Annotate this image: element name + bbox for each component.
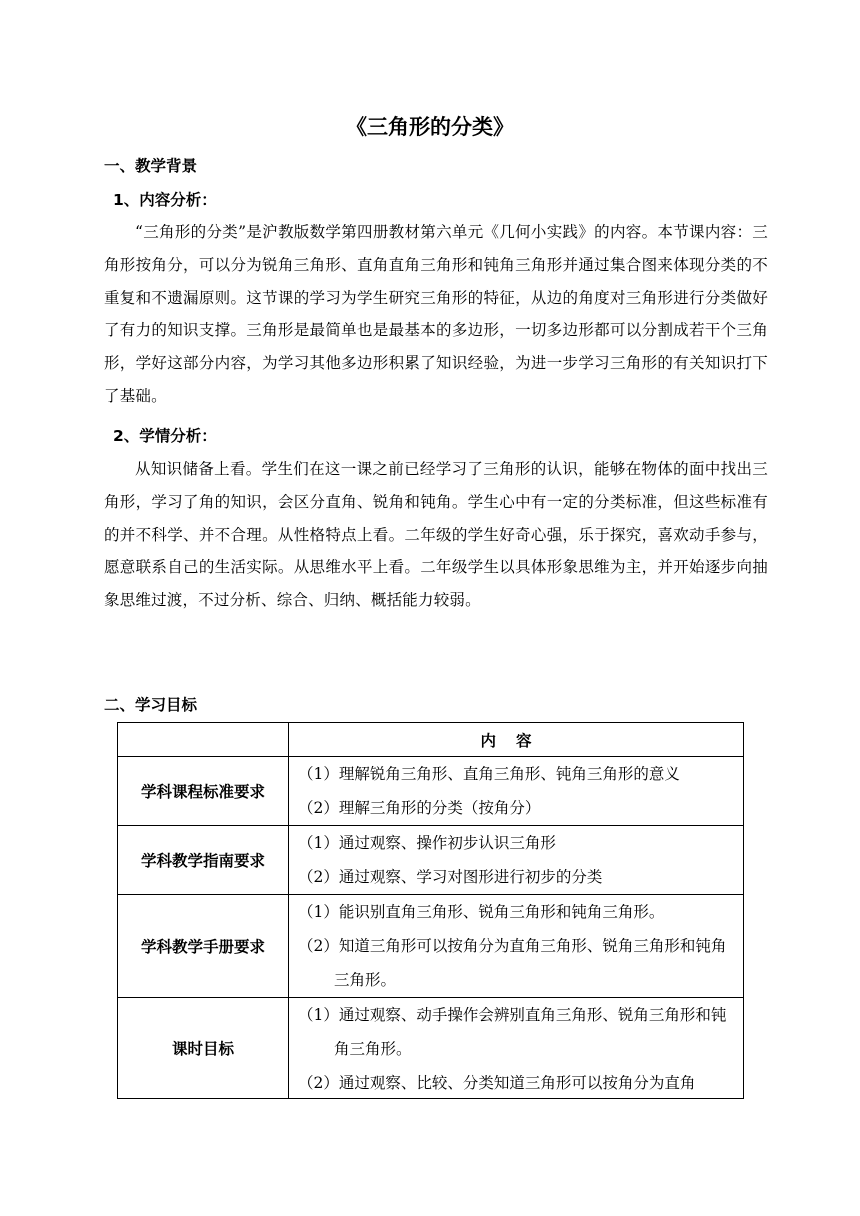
list-item: （1）通过观察、操作初步认识三角形 <box>298 834 556 852</box>
list-item: （1）通过观察、动手操作会辨别直角三角形、锐角三角形和钝角三角形。 <box>298 1006 727 1058</box>
row-content <box>289 757 744 826</box>
row-content <box>289 998 744 1099</box>
row-content <box>289 826 744 895</box>
row-label: 学科教学指南要求 <box>118 826 289 895</box>
table-header-empty-cell <box>118 723 289 757</box>
subheading-learner-analysis: 2、学情分析： <box>113 427 217 445</box>
table-header-row <box>118 723 744 757</box>
list-item: （2）通过观察、学习对图形进行初步的分类 <box>298 868 603 886</box>
list-item: （1）能识别直角三角形、锐角三角形和钝角三角形。 <box>298 903 665 921</box>
subheading-content-analysis: 1、内容分析： <box>113 191 217 209</box>
list-item: （2）理解三角形的分类（按角分） <box>298 799 541 817</box>
list-item: （2）通过观察、比较、分类知道三角形可以按角分为直角 <box>298 1074 696 1092</box>
table-row <box>118 826 744 895</box>
list-item: （1）理解锐角三角形、直角三角形、钝角三角形的意义 <box>298 765 680 783</box>
row-label: 课时目标 <box>118 998 289 1099</box>
row-label: 学科课程标准要求 <box>118 757 289 826</box>
table-header-content: 内容 <box>289 723 744 757</box>
content-analysis-paragraph: “三角形的分类”是沪教版数学第四册教材第六单元《几何小实践》的内容。本节课内容：三角形按角分，可以分为锐角三角形、直角直角三角形和钝角三角形并通过集合图来体现分类的不重复和不遗漏原则。这节课的学习为学生研究三角形的特征，从边的角度对三角形进行分类做好了有力的知识支撑。三角形是最简单也是最基本的多边形，一切多边形都可以分割成若干个三角形，学好这部分内容，为学习其他多边形积累了知识经验，为进一步学习三角形的有关知识打下了基础。 <box>104 223 768 405</box>
table-row <box>118 895 744 998</box>
learner-analysis-paragraph: 从知识储备上看。学生们在这一课之前已经学习了三角形的认识，能够在物体的面中找出三角形，学习了角的知识，会区分直角、锐角和钝角。学生心中有一定的分类标准，但这些标准有的并不科学、并不合理。从性格特点上看。二年级的学生好奇心强，乐于探究，喜欢动手参与，愿意联系自己的生活实际。从思维水平上看。二年级学生以具体形象思维为主，并开始逐步向抽象思维过渡，不过分析、综合、归纳、概括能力较弱。 <box>104 460 768 610</box>
section-heading-goals: 二、学习目标 <box>104 696 198 714</box>
row-label: 学科教学手册要求 <box>118 895 289 998</box>
document-title: 《三角形的分类》 <box>346 115 514 139</box>
table-row <box>118 757 744 826</box>
list-item: （2）知道三角形可以按角分为直角三角形、锐角三角形和钝角三角形。 <box>298 937 727 989</box>
table-row <box>118 998 744 1099</box>
row-content <box>289 895 744 998</box>
section-heading-background: 一、教学背景 <box>104 157 198 175</box>
learning-goals-table <box>117 722 744 1099</box>
